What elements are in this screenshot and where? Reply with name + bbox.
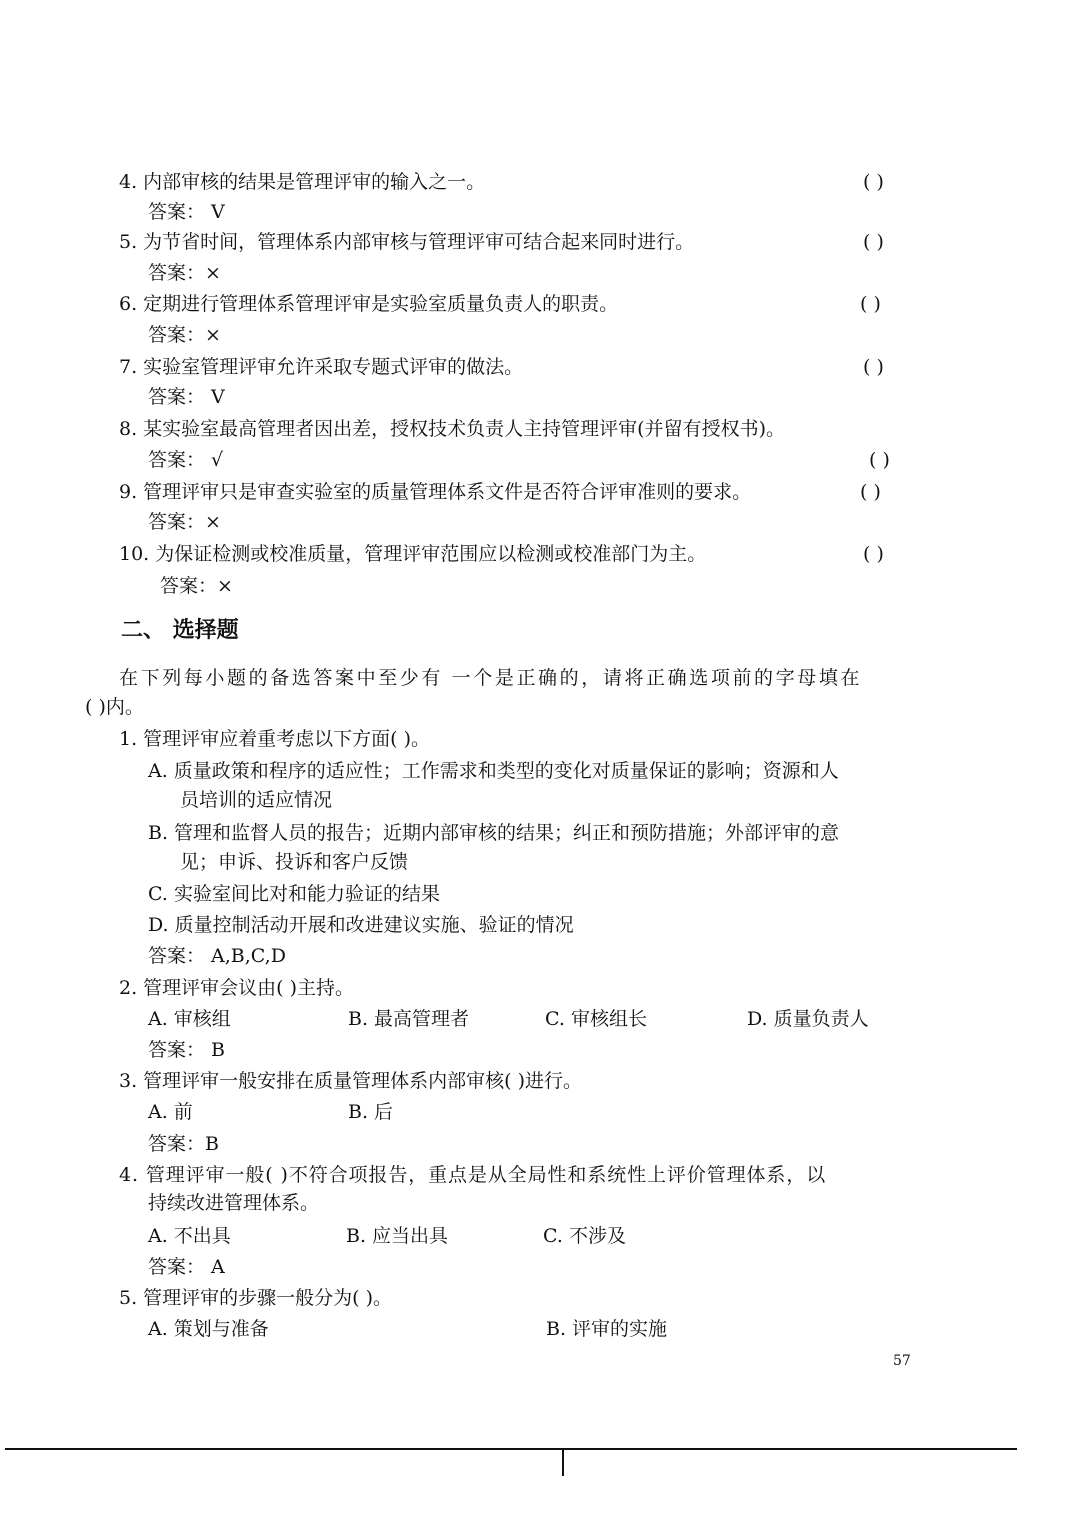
judgement-answer-7: 答案： V	[148, 386, 225, 408]
choice-4-option-a: A. 不出具	[148, 1225, 231, 1247]
choice-question-4-line2: 持续改进管理体系。	[148, 1192, 320, 1214]
judgement-paren-5: ( )	[863, 231, 884, 253]
judgement-question-7: 7. 实验室管理评审允许采取专题式评审的做法。	[119, 356, 524, 378]
choice-5-option-b: B. 评审的实施	[546, 1318, 668, 1340]
choice-4-option-c: C. 不涉及	[543, 1225, 626, 1247]
choice-2-option-c: C. 审核组长	[545, 1008, 647, 1030]
judgement-question-4: 4. 内部审核的结果是管理评审的输入之一。	[119, 171, 486, 193]
choice-answer-4: 答案： A	[148, 1256, 225, 1278]
choice-1-option-b-line2: 见；申诉、投诉和客户反馈	[180, 851, 409, 873]
footer-center-tick	[562, 1448, 564, 1476]
judgement-paren-8: ( )	[869, 449, 890, 471]
judgement-answer-9: 答案：×	[148, 511, 221, 533]
choice-answer-1: 答案： A,B,C,D	[148, 945, 286, 967]
footer-rule	[5, 1448, 1017, 1450]
section-title: 二、 选择题	[121, 617, 239, 643]
choice-question-2: 2. 管理评审会议由( )主持。	[119, 977, 355, 999]
judgement-answer-5: 答案：×	[148, 262, 221, 284]
judgement-paren-9: ( )	[860, 481, 881, 503]
judgement-paren-7: ( )	[863, 356, 884, 378]
choice-3-option-b: B. 后	[348, 1101, 394, 1123]
judgement-paren-4: ( )	[863, 171, 884, 193]
section-intro-line2: ( )内。	[85, 696, 144, 718]
choice-2-option-b: B. 最高管理者	[348, 1008, 470, 1030]
choice-answer-2: 答案： B	[148, 1039, 226, 1061]
judgement-question-10: 10. 为保证检测或校准质量，管理评审范围应以检测或校准部门为主。	[119, 543, 707, 565]
judgement-paren-10: ( )	[863, 543, 884, 565]
choice-2-option-d: D. 质量负责人	[747, 1008, 869, 1030]
choice-question-4-line1: 4. 管理评审一般( )不符合项报告，重点是从全局性和系统性上评价管理体系，以	[119, 1164, 827, 1186]
judgement-answer-10: 答案：×	[160, 575, 233, 597]
choice-question-3: 3. 管理评审一般安排在质量管理体系内部审核( )进行。	[119, 1070, 583, 1092]
choice-1-option-d: D. 质量控制活动开展和改进建议实施、验证的情况	[148, 914, 574, 936]
judgement-question-6: 6. 定期进行管理体系管理评审是实验室质量负责人的职责。	[119, 293, 619, 315]
choice-question-1: 1. 管理评审应着重考虑以下方面( )。	[119, 728, 431, 750]
page-number: 57	[893, 1353, 911, 1369]
judgement-answer-4: 答案： V	[148, 201, 225, 223]
choice-1-option-b-line1: B. 管理和监督人员的报告；近期内部审核的结果；纠正和预防措施；外部评审的意	[148, 822, 840, 844]
choice-1-option-a-line1: A. 质量政策和程序的适应性；工作需求和类型的变化对质量保证的影响；资源和人	[148, 760, 839, 782]
judgement-question-5: 5. 为节省时间，管理体系内部审核与管理评审可结合起来同时进行。	[119, 231, 695, 253]
choice-3-option-a: A. 前	[148, 1101, 193, 1123]
judgement-question-9: 9. 管理评审只是审查实验室的质量管理体系文件是否符合评审准则的要求。	[119, 481, 752, 503]
choice-5-option-a: A. 策划与准备	[148, 1318, 269, 1340]
section-intro-line1: 在下列每小题的备选答案中至少有 一个是正确的，请将正确选项前的字母填在	[119, 667, 863, 689]
choice-answer-3: 答案：B	[148, 1133, 219, 1155]
choice-1-option-a-line2: 员培训的适应情况	[180, 789, 333, 811]
judgement-answer-6: 答案：×	[148, 324, 221, 346]
choice-4-option-b: B. 应当出具	[346, 1225, 449, 1247]
choice-question-5: 5. 管理评审的步骤一般分为( )。	[119, 1287, 393, 1309]
judgement-question-8: 8. 某实验室最高管理者因出差，授权技术负责人主持管理评审(并留有授权书)。	[119, 418, 785, 440]
judgement-paren-6: ( )	[860, 293, 881, 315]
choice-1-option-c: C. 实验室间比对和能力验证的结果	[148, 883, 440, 905]
judgement-answer-8: 答案： √	[148, 449, 224, 471]
choice-2-option-a: A. 审核组	[148, 1008, 231, 1030]
